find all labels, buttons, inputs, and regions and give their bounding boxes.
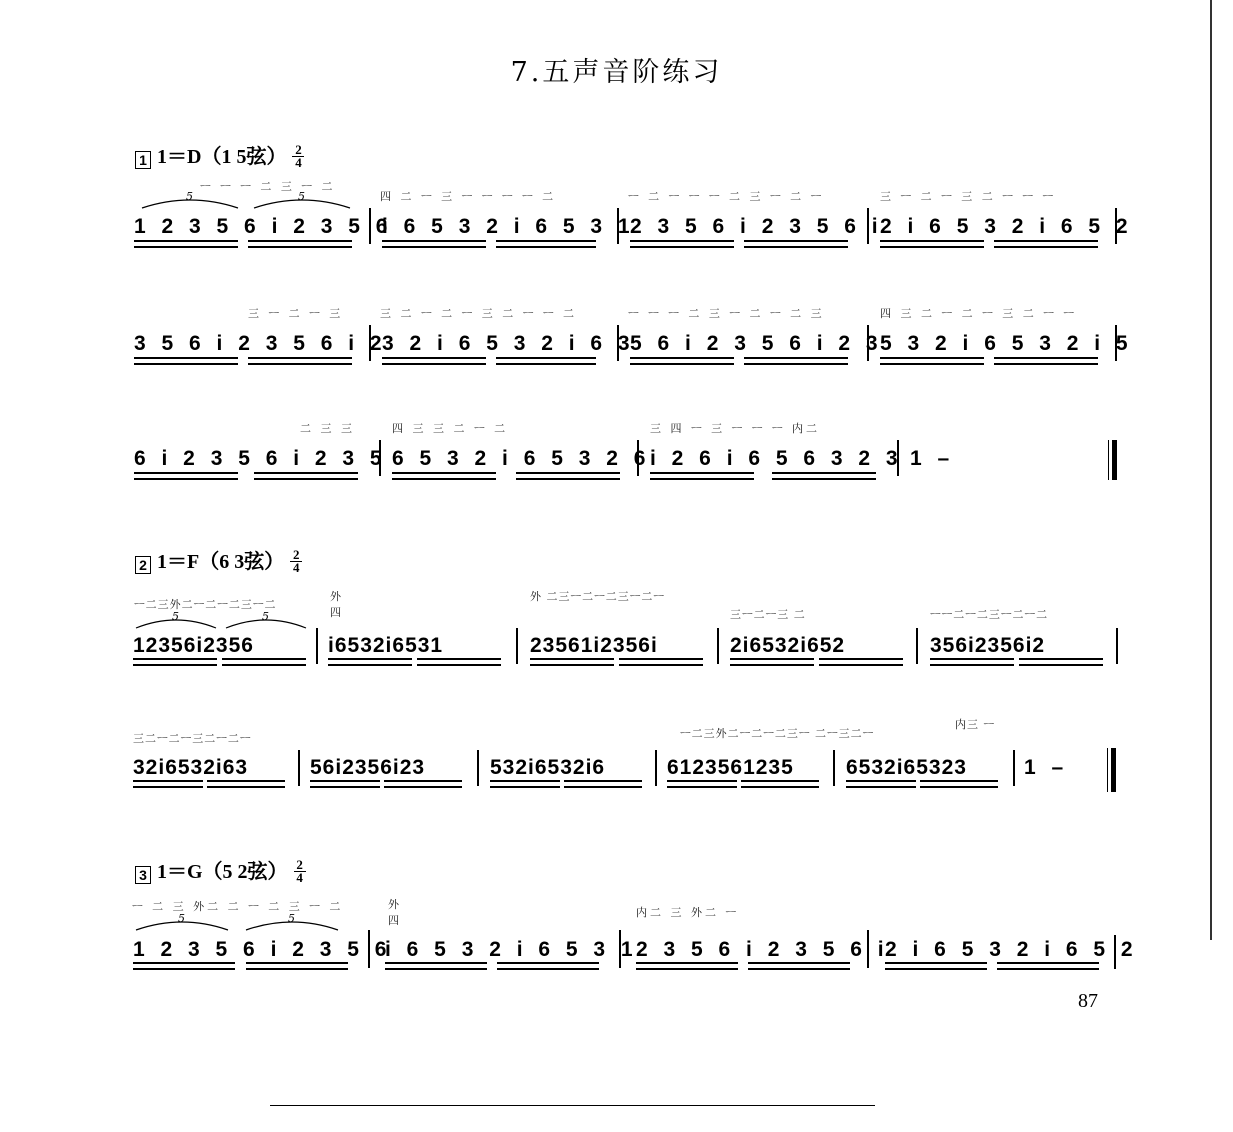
beam xyxy=(667,780,737,788)
fingering-marks: ㅡ二三外二ㅡ二ㅡ二三ㅡ二 xyxy=(134,598,277,611)
beam xyxy=(133,658,217,666)
barline xyxy=(867,325,869,361)
beam xyxy=(248,240,352,248)
barline xyxy=(1115,208,1117,244)
meter-bar xyxy=(292,156,304,157)
footer-rule xyxy=(270,1105,875,1106)
measure: 2 i 6 5 3 2 i 6 5 2 xyxy=(880,215,1133,238)
measure: i 6 5 3 2 i 6 5 3 1 xyxy=(382,215,635,238)
beam xyxy=(1019,658,1103,666)
beam xyxy=(994,357,1098,365)
barline xyxy=(867,208,869,244)
svg-text:5: 5 xyxy=(298,190,305,203)
section-3-header xyxy=(135,855,306,884)
measure: 5 3 2 i 6 5 3 2 i 5 xyxy=(880,332,1133,355)
time-signature xyxy=(290,549,302,574)
barline xyxy=(316,628,318,664)
measure: 532i6532i6 xyxy=(490,756,606,779)
beam xyxy=(997,962,1099,970)
fingering-marks: 外四 xyxy=(388,898,402,927)
fingering-marks: 四 三 三 二 ㅡ 二 xyxy=(392,422,509,435)
measure: 1 2 3 5 6 i 2 3 5 6 xyxy=(134,215,393,238)
beam xyxy=(880,240,984,248)
beam xyxy=(133,780,203,788)
final-barline-thick xyxy=(1112,440,1117,480)
beam xyxy=(819,658,903,666)
measure: 2 i 6 5 3 2 i 6 5 2 xyxy=(885,938,1138,961)
beam xyxy=(748,962,850,970)
beam xyxy=(920,780,998,788)
section-1-header xyxy=(135,140,304,169)
beam xyxy=(619,658,703,666)
barline xyxy=(916,628,918,664)
fingering-marks: 三 二 ㅡ 二 ㅡ 三 二 ㅡ ㅡ 二 xyxy=(380,307,577,320)
fingering-marks: 二 三 三 xyxy=(300,422,355,435)
tuplet-arcs xyxy=(140,188,370,212)
barline xyxy=(655,750,657,786)
measure: 6532i65323 xyxy=(846,756,967,779)
meter-bottom: 4 xyxy=(296,870,303,885)
page-number: 87 xyxy=(1078,990,1098,1012)
measure: 5 6 i 2 3 5 6 i 2 3 xyxy=(630,332,883,355)
fingering-marks: ㅡ 二 三 外二 二 ㅡ 二 三 ㅡ 二 xyxy=(132,900,344,913)
measure: 1 – xyxy=(910,447,955,470)
beam xyxy=(392,472,496,480)
measure: 1 – xyxy=(1024,756,1069,779)
beam xyxy=(385,962,487,970)
fingering-marks: ㅡㅡ二ㅡ二三ㅡ二ㅡ二 xyxy=(930,608,1049,621)
svg-text:5: 5 xyxy=(178,912,185,925)
beam xyxy=(310,780,380,788)
final-barline-thick xyxy=(1111,748,1116,792)
page-title: 7.五声音阶练习 xyxy=(510,57,723,88)
beam xyxy=(636,962,738,970)
beam xyxy=(134,240,238,248)
section-number-box: 3 xyxy=(135,866,151,884)
tuplet-arcs xyxy=(134,912,354,934)
section-number-box: 2 xyxy=(135,556,151,574)
beam xyxy=(497,962,599,970)
barline xyxy=(516,628,518,664)
fingering-marks: 四 三 二 ㅡ 二 ㅡ 三 二 ㅡ ㅡ xyxy=(880,307,1077,320)
fingering-marks: 四 二 ㅡ 三 ㅡ ㅡ ㅡ ㅡ 二 xyxy=(380,190,557,203)
measure: i 6 5 3 2 i 6 5 3 1 xyxy=(385,938,638,961)
beam xyxy=(254,472,358,480)
beam xyxy=(930,658,1014,666)
beam xyxy=(417,658,501,666)
beam xyxy=(222,658,306,666)
fingering-marks: 内三 ㅡ xyxy=(955,718,996,731)
measure: 3 5 6 i 2 3 5 6 i 2 xyxy=(134,332,387,355)
fingering-marks: ㅡ 二 ㅡ ㅡ ㅡ 二 三 ㅡ 二 ㅡ xyxy=(628,190,825,203)
measure: i6532i6531 xyxy=(328,634,444,657)
beam xyxy=(630,357,734,365)
beam xyxy=(246,962,348,970)
beam xyxy=(134,472,238,480)
svg-text:5: 5 xyxy=(288,912,295,925)
beam xyxy=(630,240,734,248)
barline xyxy=(867,930,869,968)
barline xyxy=(617,325,619,361)
beam xyxy=(248,357,352,365)
meter-bottom: 4 xyxy=(295,155,302,170)
beam xyxy=(650,472,754,480)
fingering-marks: 三二ㅡ二ㅡ三二ㅡ二ㅡ xyxy=(133,732,252,745)
fingering-marks: ㅡ ㅡ ㅡ 二 三 ㅡ 二 xyxy=(200,180,336,193)
measure: 56i2356i23 xyxy=(310,756,426,779)
beam xyxy=(994,240,1098,248)
barline xyxy=(477,750,479,786)
barline xyxy=(637,440,639,476)
beam xyxy=(490,780,560,788)
page-edge-rule xyxy=(1210,0,1212,940)
measure: i 2 6 i 6 5 6 3 2 3 xyxy=(650,447,903,470)
barline xyxy=(298,750,300,786)
measure: 1 2 3 5 6 i 2 3 5 6 xyxy=(133,938,392,961)
barline xyxy=(619,930,621,968)
beam xyxy=(496,240,596,248)
measure: 6123561235 xyxy=(667,756,794,779)
measure: 6 5 3 2 i 6 5 3 2 6 xyxy=(392,447,651,470)
fingering-marks: 内二 三 外二 ㅡ xyxy=(636,906,740,919)
barline xyxy=(897,440,899,476)
beam xyxy=(885,962,987,970)
measure: 6 i 2 3 5 6 i 2 3 5 xyxy=(134,447,387,470)
measure: 23561i2356i xyxy=(530,634,658,657)
beam xyxy=(772,472,876,480)
fingering-marks: 三 ㅡ 二 ㅡ 三 xyxy=(248,307,344,320)
time-signature xyxy=(292,144,304,169)
key-signature: 1＝G（5 2弦） xyxy=(157,861,288,883)
beam xyxy=(382,240,486,248)
beam xyxy=(382,357,486,365)
measure: 2i6532i652 xyxy=(730,634,846,657)
beam xyxy=(744,357,848,365)
barline xyxy=(717,628,719,664)
barline xyxy=(617,208,619,244)
fingering-marks: ㅡ二三外二ㅡ二ㅡ二三ㅡ 二ㅡ三二ㅡ xyxy=(680,727,875,740)
fingering-marks: 三ㅡ二ㅡ三 二 xyxy=(730,608,806,621)
measure: 32i6532i63 xyxy=(133,756,249,779)
barline xyxy=(368,930,370,968)
barline xyxy=(369,208,371,244)
meter-bottom: 4 xyxy=(292,560,300,575)
barline xyxy=(1116,628,1118,664)
measure: 2 3 5 6 i 2 3 5 6 i xyxy=(630,215,883,238)
measure: 2 3 5 6 i 2 3 5 6 i xyxy=(636,938,889,961)
meter-top: 2 xyxy=(296,857,303,872)
barline xyxy=(1013,750,1015,786)
svg-text:5: 5 xyxy=(186,190,193,203)
beam xyxy=(207,780,285,788)
meter-bar xyxy=(294,871,306,872)
section-number-box: 1 xyxy=(135,151,151,169)
beam xyxy=(516,472,620,480)
barline xyxy=(379,440,381,476)
beam xyxy=(328,658,412,666)
beam xyxy=(496,357,596,365)
meter-top: 2 xyxy=(295,142,302,157)
final-barline-thin xyxy=(1107,748,1108,792)
svg-text:5: 5 xyxy=(262,610,269,623)
key-signature: 1＝F（6 3弦） xyxy=(157,551,285,573)
barline xyxy=(1115,325,1117,361)
beam xyxy=(134,357,238,365)
beam xyxy=(744,240,848,248)
measure: 356i2356i2 xyxy=(930,634,1046,657)
beam xyxy=(741,780,819,788)
fingering-marks: 三 ㅡ 二 ㅡ 三 二 ㅡ ㅡ ㅡ xyxy=(880,190,1057,203)
measure: 12356i2356 xyxy=(133,634,254,657)
beam xyxy=(133,962,235,970)
svg-text:5: 5 xyxy=(172,610,179,623)
fingering-marks: 外 二三ㅡ二ㅡ二三ㅡ二ㅡ xyxy=(530,590,665,603)
key-signature: 1＝D（1 5弦） xyxy=(157,146,287,168)
barline xyxy=(369,325,371,361)
final-barline-thin xyxy=(1108,440,1109,480)
meter-top: 2 xyxy=(292,547,300,562)
tuplet-arcs xyxy=(134,610,314,632)
section-2-header xyxy=(135,545,302,574)
meter-bar xyxy=(290,561,302,562)
fingering-marks: 三 四 ㅡ 三 ㅡ ㅡ ㅡ 内二 xyxy=(650,422,820,435)
beam xyxy=(530,658,614,666)
fingering-marks: ㅡ ㅡ ㅡ 二 三 ㅡ 二 ㅡ 二 三 xyxy=(628,307,825,320)
beam xyxy=(846,780,916,788)
fingering-marks: 外四 xyxy=(330,590,342,619)
beam xyxy=(880,357,984,365)
barline xyxy=(833,750,835,786)
beam xyxy=(730,658,814,666)
beam xyxy=(564,780,642,788)
measure: 3 2 i 6 5 3 2 i 6 3 xyxy=(382,332,635,355)
beam xyxy=(384,780,462,788)
barline xyxy=(1114,935,1116,969)
time-signature xyxy=(294,859,306,884)
